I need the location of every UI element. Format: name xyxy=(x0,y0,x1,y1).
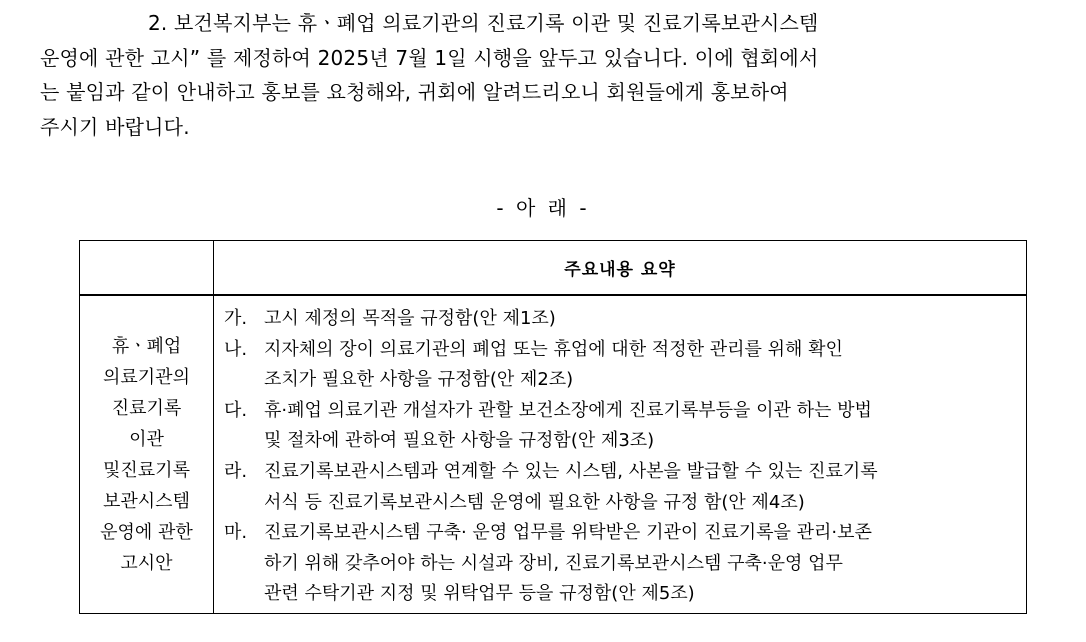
item-line: 지자체의 장이 의료기관의 폐업 또는 휴업에 대한 적정한 관리를 위해 확인 xyxy=(264,338,843,360)
item-marker: 다. xyxy=(224,399,248,421)
paragraph-line: 는 붙임과 같이 안내하고 홍보를 요청해와, 귀회에 알려드리오니 회원들에게 홍보하여 xyxy=(40,80,789,104)
item-line: 고시 제정의 목적을 규정함(안 제1조) xyxy=(264,308,556,329)
subject-line: 이관 xyxy=(129,428,164,450)
body-paragraph xyxy=(40,6,1070,144)
section-heading: - 아 래 - xyxy=(496,196,590,220)
item-marker: 라. xyxy=(224,460,248,482)
table-header-title: 주요내용 요약 xyxy=(214,241,1027,296)
item-marker: 마. xyxy=(224,522,248,544)
list-item xyxy=(224,304,1026,335)
subject-line: 의료기관의 xyxy=(103,366,190,388)
subject-line: 및진료기록 xyxy=(103,459,190,481)
subject-line: 운영에 관한 xyxy=(100,521,193,543)
paragraph-line: 주시기 바랍니다. xyxy=(40,114,190,139)
item-marker: 나. xyxy=(224,338,248,360)
table-row xyxy=(80,295,1027,614)
subject-line: 보관시스템 xyxy=(103,490,190,512)
item-line: 관련 수탁기관 지정 및 위탁업무 등을 규정함(안 제5조) xyxy=(264,583,695,605)
item-marker: 가. xyxy=(224,308,248,329)
summary-table xyxy=(79,240,1027,614)
item-line: 진료기록보관시스템 구축· 운영 업무를 위탁받은 기관이 진료기록을 관리·보존 xyxy=(264,522,872,544)
paragraph-line: 운영에 관한 고시” 를 제정하여 2025년 7월 1일 시행을 앞두고 있습니다. 이에 협회에서 xyxy=(40,45,819,70)
subject-line: 진료기록 xyxy=(111,397,182,419)
item-line: 조치가 필요한 사항을 규정함(안 제2조) xyxy=(264,369,574,391)
subject-line: 휴ㆍ폐업 xyxy=(111,335,182,357)
paragraph-line: 2. 보건복지부는 휴ㆍ폐업 의료기관의 진료기록 이관 및 진료기록보관시스템 xyxy=(148,11,819,35)
subject-line: 고시안 xyxy=(120,552,173,574)
list-item xyxy=(224,335,1026,396)
table-subject-cell xyxy=(80,295,214,614)
table-header-row xyxy=(80,241,1027,296)
item-line: 및 절차에 관하여 필요한 사항을 규정함(안 제3조) xyxy=(264,430,655,452)
item-line: 진료기록보관시스템과 연계할 수 있는 시스템, 사본을 발급할 수 있는 진료기록 xyxy=(264,460,878,482)
list-item xyxy=(224,518,1026,610)
list-item xyxy=(224,396,1026,457)
table-content-cell xyxy=(214,295,1027,614)
list-item xyxy=(224,457,1026,518)
item-line: 휴·폐업 의료기관 개설자가 관할 보건소장에게 진료기록부등을 이관 하는 방법 xyxy=(264,399,872,421)
item-line: 서식 등 진료기록보관시스템 운영에 필요한 사항을 규정 함(안 제4조) xyxy=(264,491,805,513)
table-corner-cell xyxy=(80,241,214,296)
item-line: 하기 위해 갖추어야 하는 시설과 장비, 진료기록보관시스템 구축·운영 업무 xyxy=(264,552,843,574)
